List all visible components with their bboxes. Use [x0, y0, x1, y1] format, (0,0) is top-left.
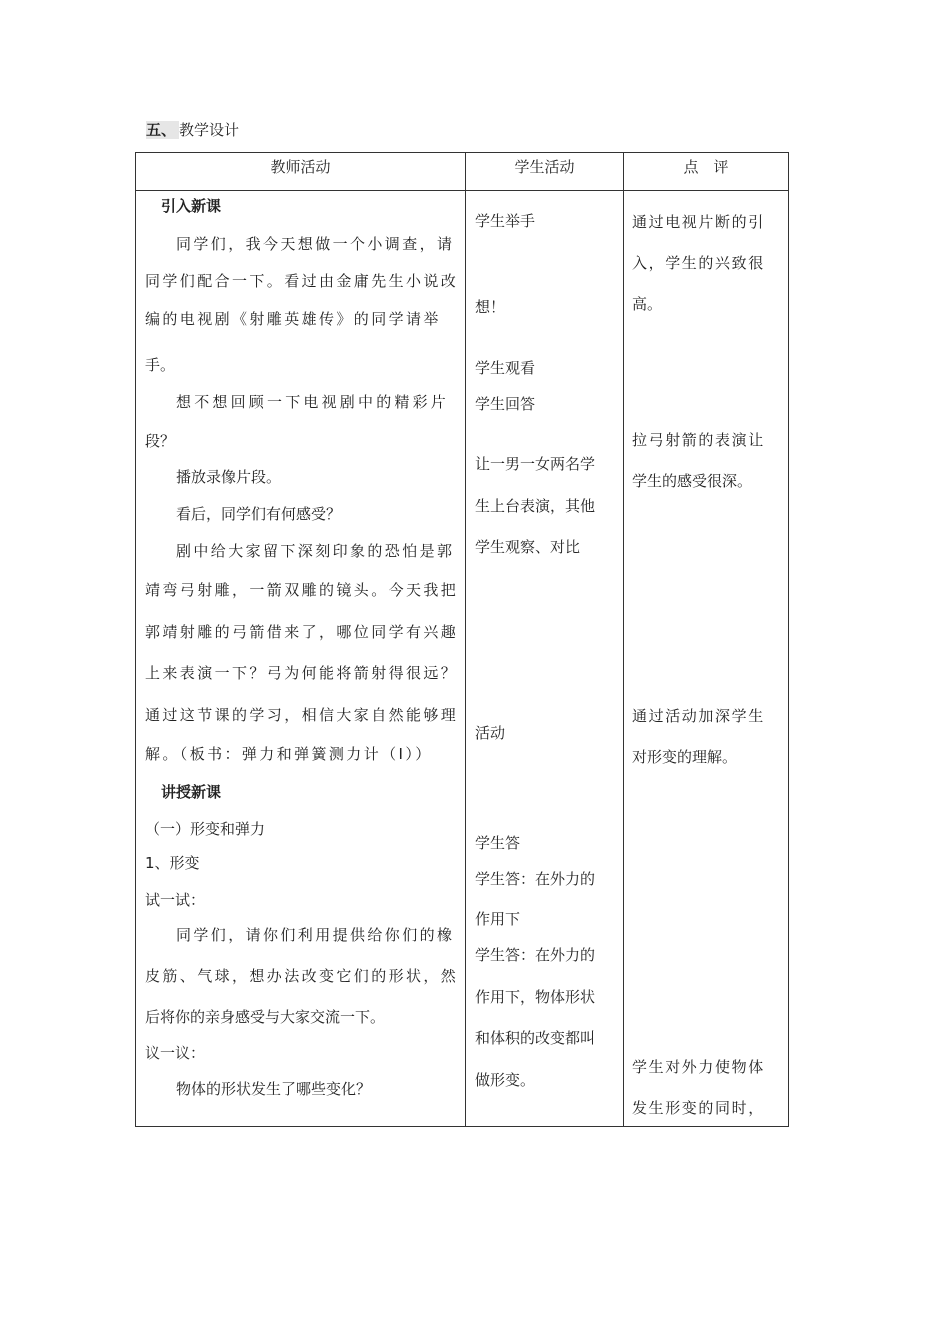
student-line: 做形变。 [475, 1071, 536, 1089]
student-line: 和体积的改变都叫 [475, 1029, 596, 1047]
comment-line: 入，学生的兴致很 [632, 254, 765, 272]
student-line: 作用下 [475, 910, 521, 928]
teacher-line: 播放录像片段。 [176, 468, 282, 486]
student-line: 学生观察、对比 [475, 538, 581, 556]
teacher-line: 同学们，我今天想做一个小调查，请 [176, 235, 455, 253]
teacher-line: 同学们，请你们利用提供给你们的橡 [176, 926, 455, 944]
column-divider [465, 153, 466, 1126]
teacher-line: 郭靖射雕的弓箭借来了，哪位同学有兴趣 [145, 623, 459, 641]
section-heading [146, 120, 239, 140]
teacher-line: 皮筋、气球，想办法改变它们的形状，然 [145, 967, 459, 985]
teacher-line: （一）形变和弹力 [145, 820, 266, 838]
teacher-line: 段？ [145, 432, 176, 450]
student-line: 让一男一女两名学 [475, 455, 596, 473]
student-line: 学生回答 [475, 395, 536, 413]
comment-line: 对形变的理解。 [632, 748, 738, 766]
teacher-line: 剧中给大家留下深刻印象的恐怕是郭 [176, 542, 455, 560]
comment-line: 拉弓射箭的表演让 [632, 431, 765, 449]
teacher-line: 试一试： [145, 891, 206, 909]
teacher-heading-teaching: 讲授新课 [161, 783, 222, 801]
section-title: 教学设计 [179, 121, 240, 139]
teacher-line: 1、形变 [145, 854, 200, 872]
teacher-line: 物体的形状发生了哪些变化？ [176, 1080, 372, 1098]
teacher-line: 同学们配合一下。看过由金庸先生小说改 [145, 272, 459, 290]
student-line: 学生答：在外力的 [475, 946, 596, 964]
student-line: 学生答 [475, 834, 521, 852]
teacher-line: 后将你的亲身感受与大家交流一下。 [145, 1008, 386, 1026]
column-divider [623, 153, 624, 1126]
comment-line: 通过活动加深学生 [632, 707, 765, 725]
comment-line: 通过电视片断的引 [632, 213, 765, 231]
student-line: 学生举手 [475, 212, 536, 230]
header-teacher-activity: 教师活动 [270, 158, 331, 176]
teacher-line: 想不想回顾一下电视剧中的精彩片 [176, 393, 450, 411]
section-number: 五、 [146, 121, 179, 139]
header-divider [136, 190, 788, 191]
teacher-line: 看后，同学们有何感受？ [176, 505, 342, 523]
teacher-heading-intro: 引入新课 [161, 197, 222, 215]
comment-line: 发生形变的同时， [632, 1099, 765, 1117]
teacher-line: 上来表演一下？弓为何能将箭射得很远？ [145, 664, 459, 682]
teacher-line: 编的电视剧《射雕英雄传》的同学请举 [145, 310, 441, 328]
lesson-design-table [135, 152, 789, 1127]
teacher-line: 通过这节课的学习，相信大家自然能够理 [145, 706, 459, 724]
header-comment: 点 评 [683, 158, 729, 176]
student-line: 学生答：在外力的 [475, 870, 596, 888]
student-line: 生上台表演，其他 [475, 497, 596, 515]
student-line: 活动 [475, 724, 506, 742]
teacher-line: 手。 [145, 356, 176, 374]
comment-line: 学生的感受很深。 [632, 472, 753, 490]
student-line: 作用下，物体形状 [475, 988, 596, 1006]
student-line: 想！ [475, 298, 506, 316]
teacher-line: 解。（板书：弹力和弹簧测力计（I）） [145, 745, 433, 763]
teacher-line: 靖弯弓射雕，一箭双雕的镜头。今天我把 [145, 581, 459, 599]
comment-line: 学生对外力使物体 [632, 1058, 765, 1076]
teacher-line: 议一议： [145, 1044, 206, 1062]
comment-line: 高。 [632, 295, 663, 313]
header-student-activity: 学生活动 [514, 158, 575, 176]
student-line: 学生观看 [475, 359, 536, 377]
